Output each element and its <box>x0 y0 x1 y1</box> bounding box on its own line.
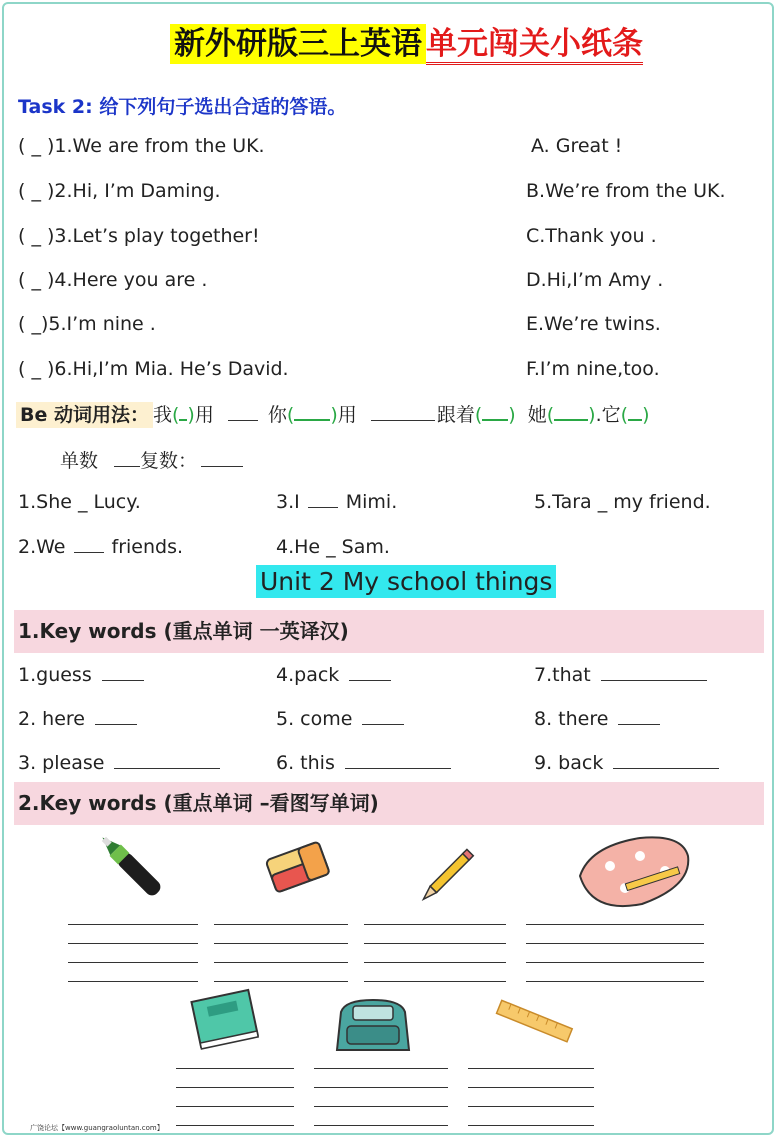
writing-line[interactable] <box>314 1106 448 1107</box>
writing-line[interactable] <box>364 981 506 982</box>
fill-sentence-3: 3.I Mimi. <box>276 491 398 513</box>
word-7: 7.that <box>534 664 707 686</box>
title-highlight: 新外研版三上英语 <box>170 24 426 64</box>
answer-d: D.Hi,I’m Amy . <box>526 269 664 291</box>
answer-blank[interactable] <box>201 450 243 467</box>
unit-title: Unit 2 My school things <box>256 567 556 596</box>
question-6: ( _ )6.Hi,I’m Mia. He’s David. <box>18 358 289 380</box>
answer-blank[interactable] <box>294 401 330 421</box>
writing-line[interactable] <box>176 1087 294 1088</box>
ruler-icon <box>492 998 577 1046</box>
answer-blank[interactable] <box>349 664 391 681</box>
writing-line[interactable] <box>176 1106 294 1107</box>
question-2: ( _ )2.Hi, I’m Daming. <box>18 180 221 202</box>
section-2-heading: 2.Key words (重点单词 –看图写单词) <box>14 782 764 825</box>
word-3: 3. please <box>18 752 220 774</box>
answer-blank[interactable] <box>628 401 642 421</box>
writing-line[interactable] <box>468 1106 594 1107</box>
answer-c: C.Thank you . <box>526 225 657 247</box>
singular-plural-line: 单数 复数： <box>60 446 243 473</box>
writing-line[interactable] <box>214 981 348 982</box>
answer-blank[interactable] <box>102 664 144 681</box>
writing-line[interactable] <box>68 981 198 982</box>
writing-line[interactable] <box>526 962 704 963</box>
writing-line[interactable] <box>314 1087 448 1088</box>
eraser-icon <box>262 832 334 904</box>
writing-line[interactable] <box>364 943 506 944</box>
answer-e: E.We’re twins. <box>526 313 661 335</box>
word-6: 6. this <box>276 752 451 774</box>
answer-blank[interactable] <box>601 664 707 681</box>
answer-blank[interactable] <box>613 752 719 769</box>
writing-line[interactable] <box>364 962 506 963</box>
word-4: 4.pack <box>276 664 391 686</box>
word-8: 8. there <box>534 708 660 730</box>
writing-line[interactable] <box>68 943 198 944</box>
task2-heading: Task 2: 给下列句子选出合适的答语。 <box>18 96 347 118</box>
writing-line[interactable] <box>68 924 198 925</box>
fill-sentence-4: 4.He _ Sam. <box>276 536 390 558</box>
answer-blank[interactable] <box>345 752 451 769</box>
be-verb-label: Be 动词用法： <box>16 402 153 428</box>
word-2: 2. here <box>18 708 137 730</box>
fill-sentence-1: 1.She _ Lucy. <box>18 491 141 513</box>
writing-line[interactable] <box>526 943 704 944</box>
pencil-icon <box>410 842 480 912</box>
answer-blank[interactable] <box>74 536 104 553</box>
book-icon <box>182 985 272 1055</box>
writing-line[interactable] <box>214 924 348 925</box>
word-9: 9. back <box>534 752 719 774</box>
answer-blank[interactable] <box>95 708 137 725</box>
writing-line[interactable] <box>364 924 506 925</box>
writing-line[interactable] <box>68 962 198 963</box>
writing-line[interactable] <box>468 1087 594 1088</box>
page-title <box>170 18 643 63</box>
be-verb-line: Be 动词用法： 我( )用 你( )用 跟着( ) 她( ).它( ) <box>16 400 649 427</box>
writing-line[interactable] <box>214 943 348 944</box>
answer-blank[interactable] <box>308 491 338 508</box>
answer-blank[interactable] <box>362 708 404 725</box>
answer-a: A. Great ! <box>531 135 623 157</box>
answer-blank[interactable] <box>482 401 508 421</box>
answer-blank[interactable] <box>114 752 220 769</box>
pen-icon <box>95 830 175 910</box>
pencil-case-icon <box>570 826 695 916</box>
answer-blank[interactable] <box>114 450 140 467</box>
writing-line[interactable] <box>214 962 348 963</box>
section-1-heading: 1.Key words (重点单词 一英译汉) <box>14 610 764 653</box>
answer-blank[interactable] <box>554 401 588 421</box>
writing-line[interactable] <box>314 1125 448 1126</box>
question-4: ( _ )4.Here you are . <box>18 269 208 291</box>
footer-watermark: 广饶论坛【www.guangraoluntan.com】 <box>30 1124 164 1132</box>
question-1: ( _ )1.We are from the UK. <box>18 135 265 157</box>
word-5: 5. come <box>276 708 404 730</box>
answer-blank[interactable] <box>228 404 258 421</box>
schoolbag-icon <box>325 992 420 1057</box>
writing-line[interactable] <box>314 1068 448 1069</box>
fill-sentence-5: 5.Tara _ my friend. <box>534 491 711 513</box>
answer-f: F.I’m nine,too. <box>526 358 660 380</box>
word-1: 1.guess <box>18 664 144 686</box>
writing-line[interactable] <box>468 1125 594 1126</box>
question-5: ( _)5.I’m nine . <box>18 313 156 335</box>
answer-b: B.We’re from the UK. <box>526 180 726 202</box>
question-3: ( _ )3.Let’s play together! <box>18 225 260 247</box>
answer-blank[interactable] <box>618 708 660 725</box>
answer-blank[interactable] <box>371 404 435 421</box>
writing-line[interactable] <box>468 1068 594 1069</box>
writing-line[interactable] <box>176 1125 294 1126</box>
writing-line[interactable] <box>526 981 704 982</box>
writing-line[interactable] <box>526 924 704 925</box>
title-red: 单元闯关小纸条 <box>426 26 643 65</box>
writing-line[interactable] <box>176 1068 294 1069</box>
fill-sentence-2: 2.We friends. <box>18 536 184 558</box>
